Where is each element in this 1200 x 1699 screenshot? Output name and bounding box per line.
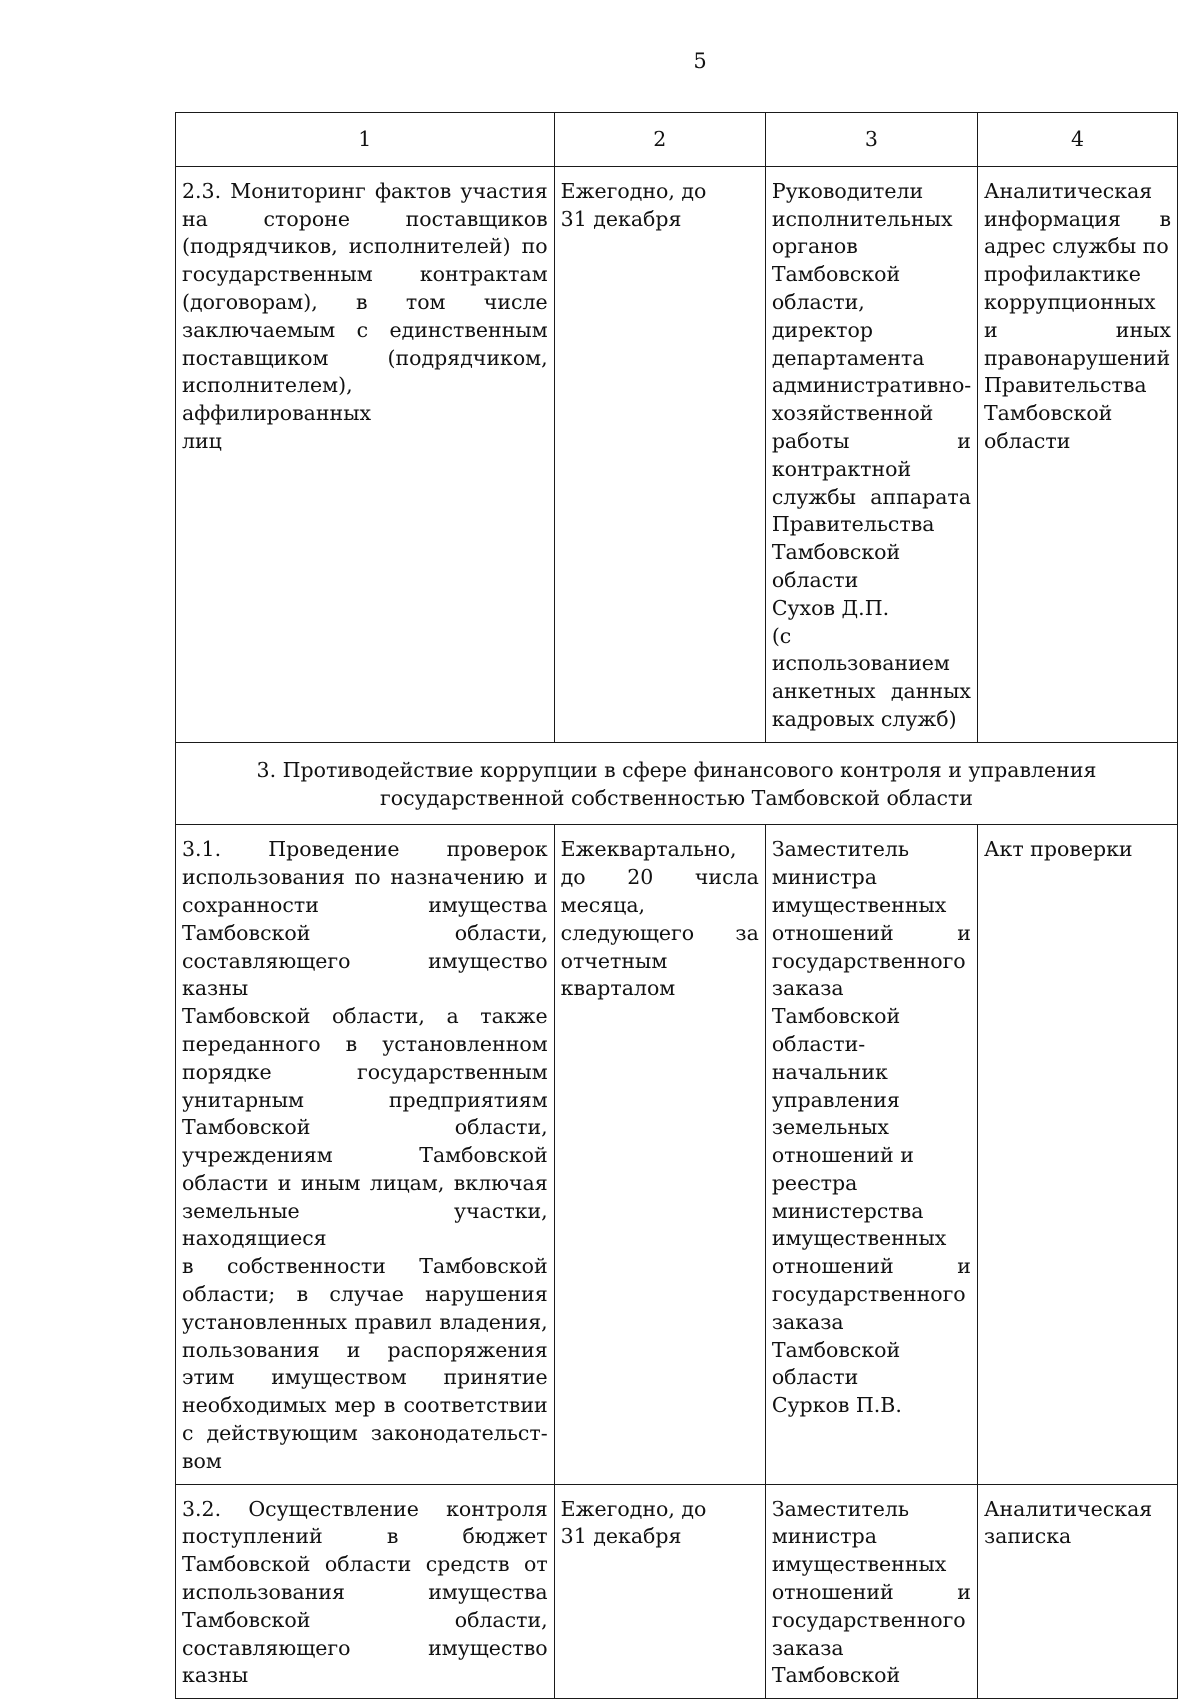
section-heading-row [176,742,1178,825]
cell-text-line: отношений и [771,1254,971,1279]
cell-text-line: (подрядчиков, исполнителей) по [182,234,548,259]
cell-text-line: Сухов Д.П. [771,595,890,620]
cell-text-line: имущественных [771,1552,947,1577]
cell-text-line: коррупционных [983,289,1156,314]
cell-text-line: имущественных [771,1226,947,1251]
cell-text-line: Заместитель [771,1496,910,1521]
cell-text-line: департамента [771,345,925,370]
cell-text-line: работы и [771,428,971,453]
cell-text-line: области; в случае нарушения [182,1282,548,1307]
cell-responsible [765,825,977,1484]
cell-text-line: поставщиком (подрядчиком, [182,345,548,370]
cell-text-line: Ежегодно, до [560,178,707,203]
cell-text-line: Тамбовской [771,540,901,565]
cell-text-line: правонарушений [983,345,1171,370]
cell-text-line: Тамбовской области, [182,1115,548,1140]
cell-text-line: Правительства [983,373,1147,398]
plan-table [175,112,1178,1699]
cell-text-line: использования имущества [182,1580,548,1605]
cell-text-line: пользования и распоряжения [182,1337,548,1362]
cell-text-line: в собственности Тамбовской [182,1254,548,1279]
cell-text-line: Тамбовской области, а также [182,1004,548,1029]
cell-text-line: Аналитическая [983,178,1153,203]
header-cell-2: 2 [554,113,765,167]
cell-text-line: органов [771,234,858,259]
cell-text-line: заказа Тамбовской [771,1309,901,1362]
cell-text-line: земельных [771,1115,889,1140]
cell-text-line: использования по назначению и [182,865,548,890]
cell-text-line: вом [182,1448,222,1473]
cell-result [977,825,1177,1484]
cell-text-line: Тамбовской [983,401,1113,426]
cell-text-line: области [771,567,859,592]
cell-text-line: анкетных данных [771,679,971,704]
cell-text-line: Заместитель [771,837,910,862]
cell-text-line: области [771,1365,859,1390]
cell-text-line: Тамбовской [771,262,901,287]
header-cell-4: 4 [977,113,1177,167]
cell-text-line: Аналитическая [983,1496,1153,1521]
cell-text-line: унитарным предприятиям [182,1087,548,1112]
cell-text-line: области [983,428,1071,453]
cell-text-line: кадровых служб) [771,706,957,731]
cell-text-line: отношений и [771,1580,971,1605]
cell-text-line: Ежеквартально, [560,837,737,862]
cell-text-line: кварталом [560,976,676,1001]
cell-text-line: хозяйственной [771,401,934,426]
cell-text-line: управления [771,1087,900,1112]
cell-text-line: переданного в установленном [182,1031,548,1056]
cell-text-line: исполнительных [771,206,953,231]
cell-text-line: адрес службы по [983,234,1169,259]
cell-text-line: заказа Тамбовской [771,1635,901,1688]
cell-text-line: на стороне поставщиков [182,206,548,231]
cell-text-line: области, директор [771,289,873,342]
header-cell-3: 3 [765,113,977,167]
cell-text-line: Правительства [771,512,935,537]
cell-text-line: (с использованием [771,623,950,676]
cell-text-line: этим имуществом принятие [182,1365,548,1390]
cell-responsible [765,166,977,742]
cell-responsible [765,1484,977,1699]
cell-text-line: месяца, [560,892,646,917]
cell-text-line: записка [983,1524,1072,1549]
cell-text-line: отчетным [560,948,668,973]
cell-text-line: государственным контрактам [182,262,548,287]
cell-text-line: и иных [983,317,1171,342]
cell-activity [176,1484,555,1699]
cell-text-line: государственного [771,948,966,973]
cell-text-line: заказа Тамбовской [771,976,901,1029]
cell-text-line: необходимых мер в соответствии [182,1393,548,1418]
cell-text-line: области- [771,1031,866,1056]
cell-text-line: составляющего имущество казны [182,948,548,1001]
cell-text-line: министерства [771,1198,924,1223]
cell-text-line: земельные участки, находящиеся [182,1198,548,1251]
cell-text-line: порядке государственным [182,1059,548,1084]
cell-text-line: отношений и [771,920,971,945]
cell-text-line: Тамбовской области, [182,920,548,945]
cell-deadline [554,166,765,742]
cell-text-line: 3.2. Осуществление контроля [182,1496,548,1521]
cell-text-line: 31 декабря [560,206,682,231]
page-number: 5 [693,49,707,73]
cell-text-line: Сурков П.В. [771,1393,902,1418]
section-heading [176,742,1178,825]
cell-text-line: 3.1. Проведение проверок [182,837,548,862]
cell-text-line: контрактной [771,456,912,481]
cell-text-line: Акт проверки [983,837,1133,862]
cell-text-line: административно- [771,373,972,398]
cell-text-line: Тамбовской области, [182,1607,548,1632]
header-cell-1: 1 [176,113,555,167]
cell-text-line: министра [771,865,877,890]
cell-text-line: следующего за [560,920,759,945]
cell-text-line: службы аппарата [771,484,971,509]
cell-activity [176,166,555,742]
cell-deadline [554,825,765,1484]
cell-text-line: с действующим законодательст- [182,1421,548,1446]
table-row [176,166,1178,742]
cell-text-line: реестра [771,1170,858,1195]
cell-text-line: до 20 числа [560,865,759,890]
cell-text-line: Тамбовской области средств от [182,1552,548,1577]
cell-text-line: Руководители [771,178,924,203]
cell-result [977,166,1177,742]
cell-text-line: лиц [182,428,222,453]
cell-text-line: 2.3. Мониторинг фактов участия [182,178,548,203]
cell-text-line: начальник [771,1059,888,1084]
cell-text-line: государственного [771,1607,966,1632]
cell-text-line: области и иным лицам, включая [182,1170,548,1195]
cell-text-line: поступлений в бюджет [182,1524,548,1549]
cell-text-line: имущественных [771,892,947,917]
cell-text-line: Ежегодно, до [560,1496,707,1521]
cell-text-line: учреждениям Тамбовской [182,1143,548,1168]
table-row [176,1484,1178,1699]
cell-activity [176,825,555,1484]
cell-text-line: заключаемым с единственным [182,317,548,342]
cell-text-line: (договорам), в том числе [182,289,548,314]
table-row [176,825,1178,1484]
cell-text-line: профилактике [983,262,1141,287]
cell-text-line: государственного [771,1282,966,1307]
table-header-row [176,113,1178,167]
cell-text-line: сохранности имущества [182,892,548,917]
cell-text-line: исполнителем), аффилированных [182,373,372,426]
cell-text-line: министра [771,1524,877,1549]
cell-text-line: отношений и [771,1143,914,1168]
cell-deadline [554,1484,765,1699]
cell-text-line: информация в [983,206,1171,231]
cell-text-line: установленных правил владения, [182,1309,548,1334]
cell-text-line: составляющего имущество казны [182,1635,548,1688]
section-title-line-1: 3. Противодействие коррупции в сфере финансового контроля и управления [256,757,1097,782]
cell-text-line: 31 декабря [560,1524,682,1549]
cell-result [977,1484,1177,1699]
section-title-line-2: государственной собственностью Тамбовской области [380,785,973,810]
